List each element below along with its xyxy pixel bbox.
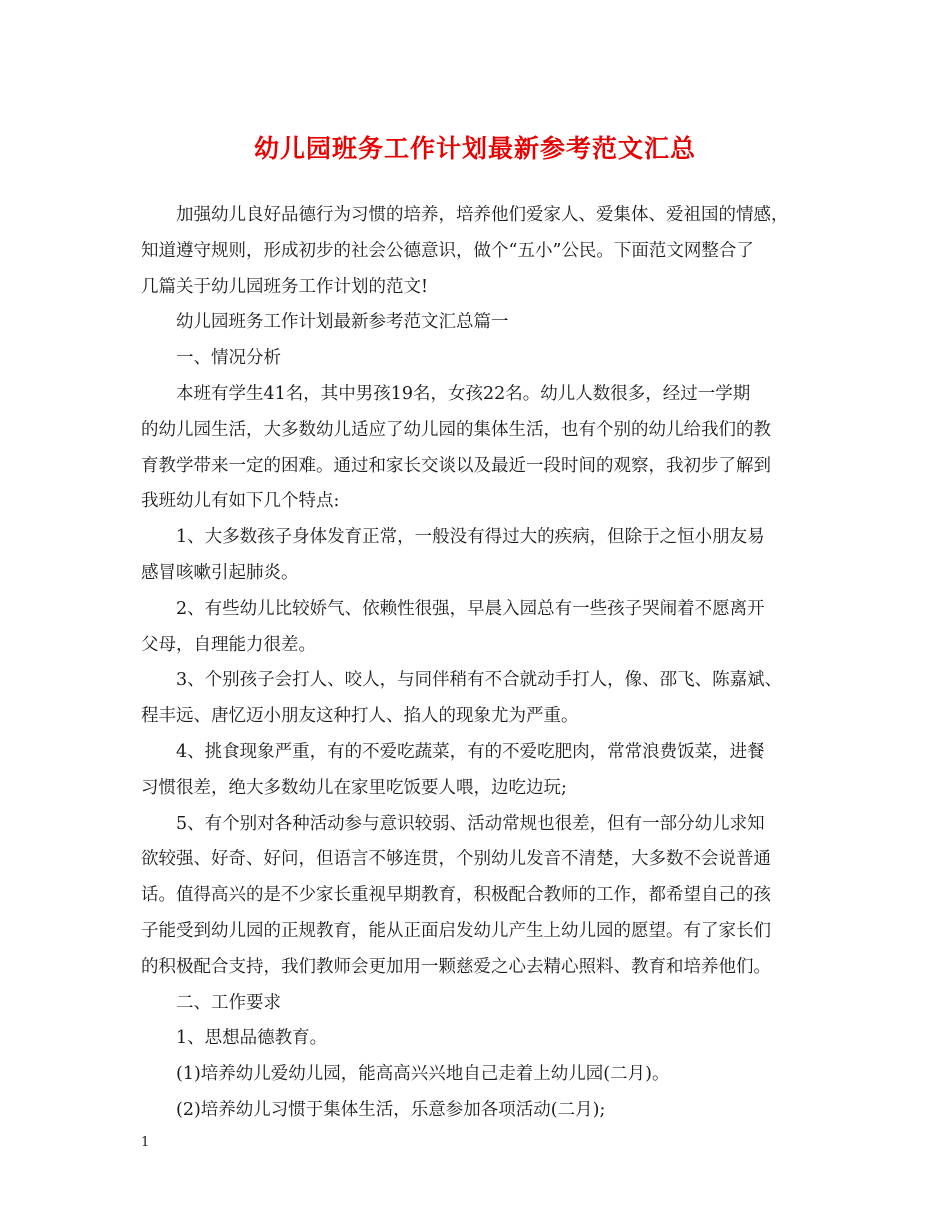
list-item-line: 感冒咳嗽引起肺炎。 [141,562,299,583]
list-item-line: 4、挑食现象严重，有的不爱吃蔬菜，有的不爱吃肥肉，常常浪费饭菜，进餐 [176,741,765,762]
section-heading: 一、情况分析 [176,348,281,369]
list-item-line: 的积极配合支持，我们教师会更加用一颗慈爱之心去精心照料、教育和培养他们。 [141,956,771,977]
list-item-line: 欲较强、好奇、好问，但语言不够连贯，个别幼儿发音不清楚，大多数不会说普通 [141,849,771,870]
paragraph-line: 知道遵守规则，形成初步的社会公德意识，做个“五小”公民。下面范文网整合了 [141,240,754,261]
section-heading: 二、工作要求 [176,992,281,1013]
list-item-line: 话。值得高兴的是不少家长重视早期教育，积极配合教师的工作，都希望自己的孩 [141,885,771,906]
list-item-line: 习惯很差，绝大多数幼儿在家里吃饭要人喂，边吃边玩; [141,777,567,798]
document-body [141,198,831,1129]
list-item-line: (1)培养幼儿爱幼儿园，能高高兴兴地自己走着上幼儿园(二月)。 [176,1064,670,1085]
document-title: 幼儿园班务工作计划最新参考范文汇总 [253,134,696,163]
paragraph-line: 本班有学生41名，其中男孩19名，女孩22名。幼儿人数很多，经过一学期 [176,383,751,404]
list-item-line: (2)培养幼儿习惯于集体生活，乐意参加各项活动(二月); [176,1099,606,1120]
page-number: 1 [141,1135,150,1150]
list-item-line: 2、有些幼儿比较娇气、依赖性很强，早晨入园总有一些孩子哭闹着不愿离开 [176,598,765,619]
section-heading: 幼儿园班务工作计划最新参考范文汇总篇一 [176,312,509,333]
list-item-line: 1、大多数孩子身体发育正常，一般没有得过大的疾病，但除于之恒小朋友易 [176,527,765,548]
list-item-line: 子能受到幼儿园的正规教育，能从正面启发幼儿产生上幼儿园的愿望。有了家长们 [141,920,771,941]
paragraph-line: 育教学带来一定的困难。通过和家长交谈以及最近一段时间的观察，我初步了解到 [141,455,771,476]
paragraph-line: 我班幼儿有如下几个特点: [141,491,340,512]
subsection-heading: 1、思想品德教育。 [176,1028,328,1049]
list-item-line: 程丰远、唐忆迈小朋友这种打人、掐人的现象尤为严重。 [141,706,579,727]
list-item-line: 5、有个别对各种活动参与意识较弱、活动常规也很差，但有一部分幼儿求知 [176,813,765,834]
list-item-line: 父母，自理能力很差。 [141,634,316,655]
paragraph-line: 几篇关于幼儿园班务工作计划的范文! [141,276,429,297]
list-item-line: 3、个别孩子会打人、咬人，与同伴稍有不合就动手打人，像、邵飞、陈嘉斌、 [176,670,783,691]
paragraph-line: 加强幼儿良好品德行为习惯的培养，培养他们爱家人、爱集体、爱祖国的情感， [176,205,789,225]
paragraph-line: 的幼儿园生活，大多数幼儿适应了幼儿园的集体生活，也有个别的幼儿给我们的教 [141,419,771,440]
